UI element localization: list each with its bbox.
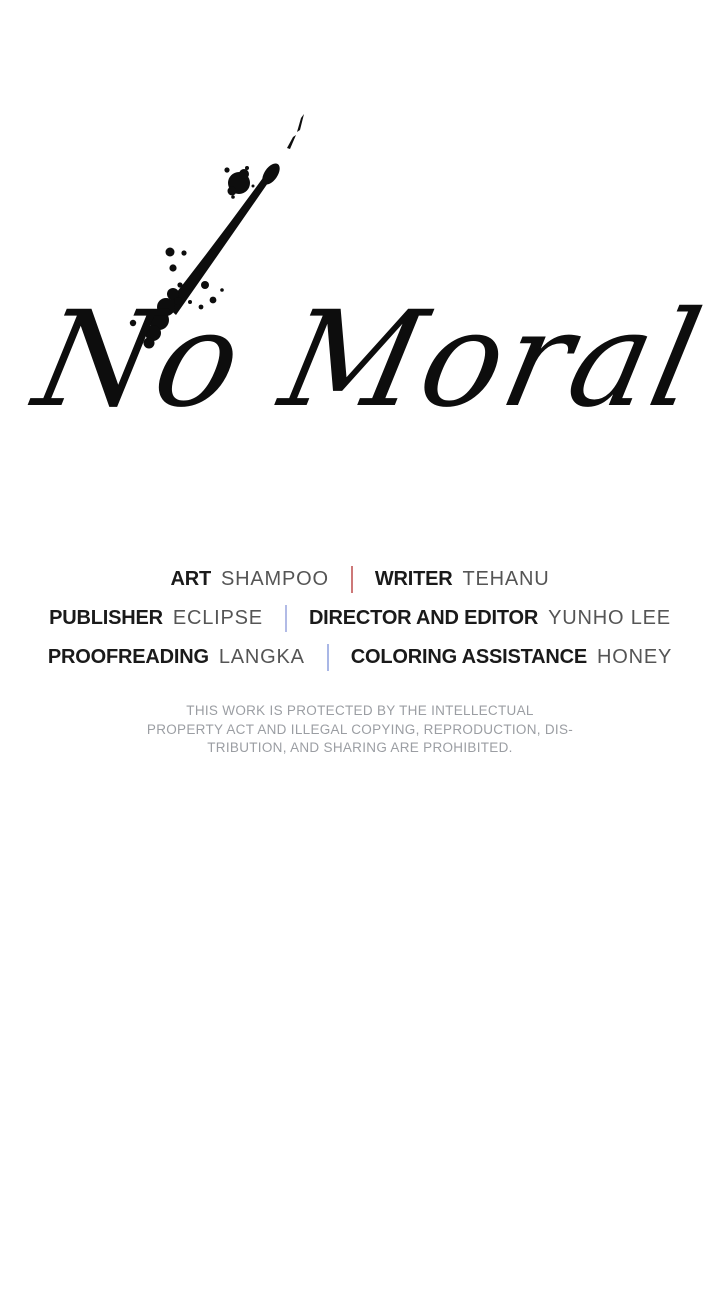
copyright-notice [0, 702, 720, 758]
credit-row-art-writer [0, 565, 720, 593]
credit-label: PROOFREADING [47, 645, 209, 668]
credit-row-publisher-director [0, 604, 720, 632]
credit-label: PUBLISHER [49, 606, 163, 629]
credit-label: WRITER [374, 567, 453, 590]
credit-row-proofreading-coloring [0, 643, 720, 671]
credit-value: YUNHO LEE [548, 606, 671, 629]
copyright-line: THIS WORK IS PROTECTED BY THE INTELLECTUAL [186, 703, 534, 718]
copyright-line: TRIBUTION, AND SHARING ARE PROHIBITED. [207, 740, 513, 755]
title-artwork [0, 90, 720, 470]
divider-line [327, 644, 329, 671]
credit-label: ART [170, 567, 211, 590]
credit-label: COLORING ASSISTANCE [350, 645, 587, 668]
copyright-line: PROPERTY ACT AND ILLEGAL COPYING, REPRODUCTION, DIS- [146, 721, 574, 737]
credit-value: HONEY [597, 645, 673, 668]
credit-value: ECLIPSE [172, 606, 263, 629]
credit-label: DIRECTOR AND EDITOR [308, 606, 539, 629]
credit-value: TEHANU [462, 567, 550, 590]
divider-line [285, 605, 287, 632]
series-title: No Moral [23, 283, 716, 437]
credits-block [0, 565, 720, 682]
credit-value: LANGKA [218, 645, 305, 668]
title-block [0, 90, 720, 470]
divider-line [351, 566, 353, 593]
credit-value: SHAMPOO [220, 567, 329, 590]
